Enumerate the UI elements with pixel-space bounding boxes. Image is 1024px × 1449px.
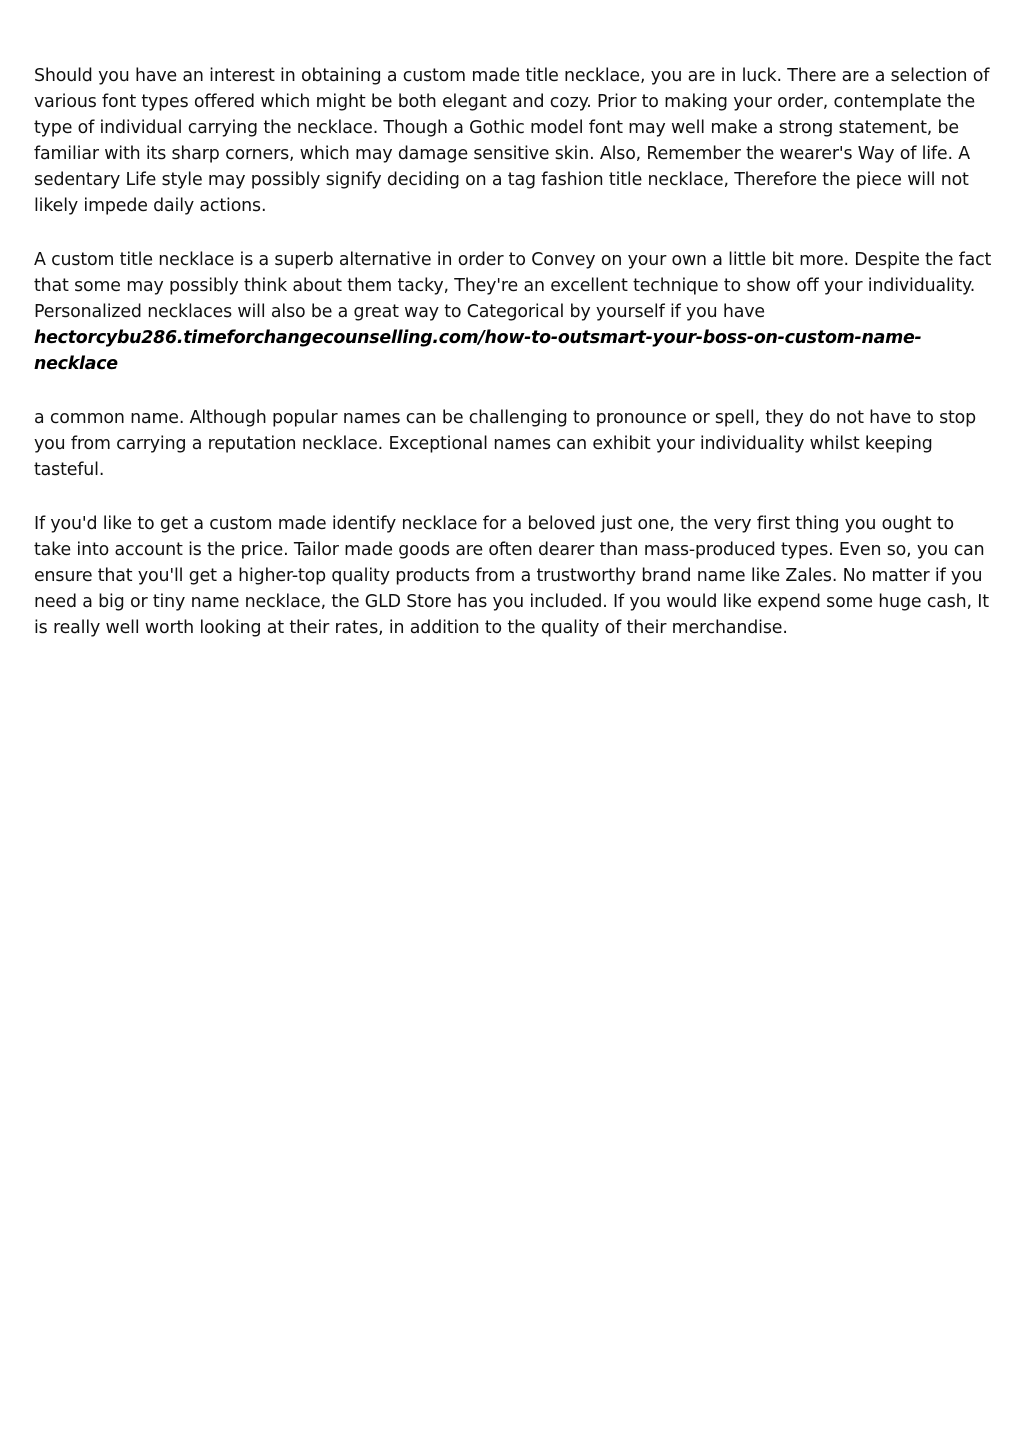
article-link[interactable]: hectorcybu286.timeforchangecounselling.com/how-to-outsmart-your-boss-on-custom-name-necklace	[34, 328, 922, 374]
paragraph-custom-title	[34, 247, 994, 377]
paragraph-price: If you'd like to get a custom made identify necklace for a beloved just one, the very first thing you ought to take into account is the price. Tailor made goods are often dearer than mass-produced types. Even so, you can ensure that you'll get a higher-top quality products from a trustworthy brand name like Zales. No matter if you need a big or tiny name necklace, the GLD Store has you included. If you would like expend some huge cash, It is really well worth looking at their rates, in addition to the quality of their merchandise.	[34, 514, 989, 638]
paragraph-intro: Should you have an interest in obtaining a custom made title necklace, you are in luck. There are a selection of various font types offered which might be both elegant and cozy. Prior to making your order, contemplate the type of individual carrying the necklace. Though a Gothic model font may well make a strong statement, be familiar with its sharp corners, which may damage sensitive skin. Also, Remember the wearer's Way of life. A sedentary Life style may possibly signify deciding on a tag fashion title necklace, Therefore the piece will not likely impede daily actions.	[34, 66, 990, 216]
paragraph-common-name: a common name. Although popular names can be challenging to pronounce or spell, they do not have to stop you from carrying a reputation necklace. Exceptional names can exhibit your individuality whilst keeping tasteful.	[34, 408, 977, 480]
paragraph-custom-title-text: A custom title necklace is a superb alternative in order to Convey on your own a little bit more. Despite the fact that some may possibly think about them tacky, They're an excellent technique to show off your individuality. Personalized necklaces will also be a great way to Categorical by yourself if you have	[34, 250, 992, 322]
document-page	[34, 63, 994, 669]
